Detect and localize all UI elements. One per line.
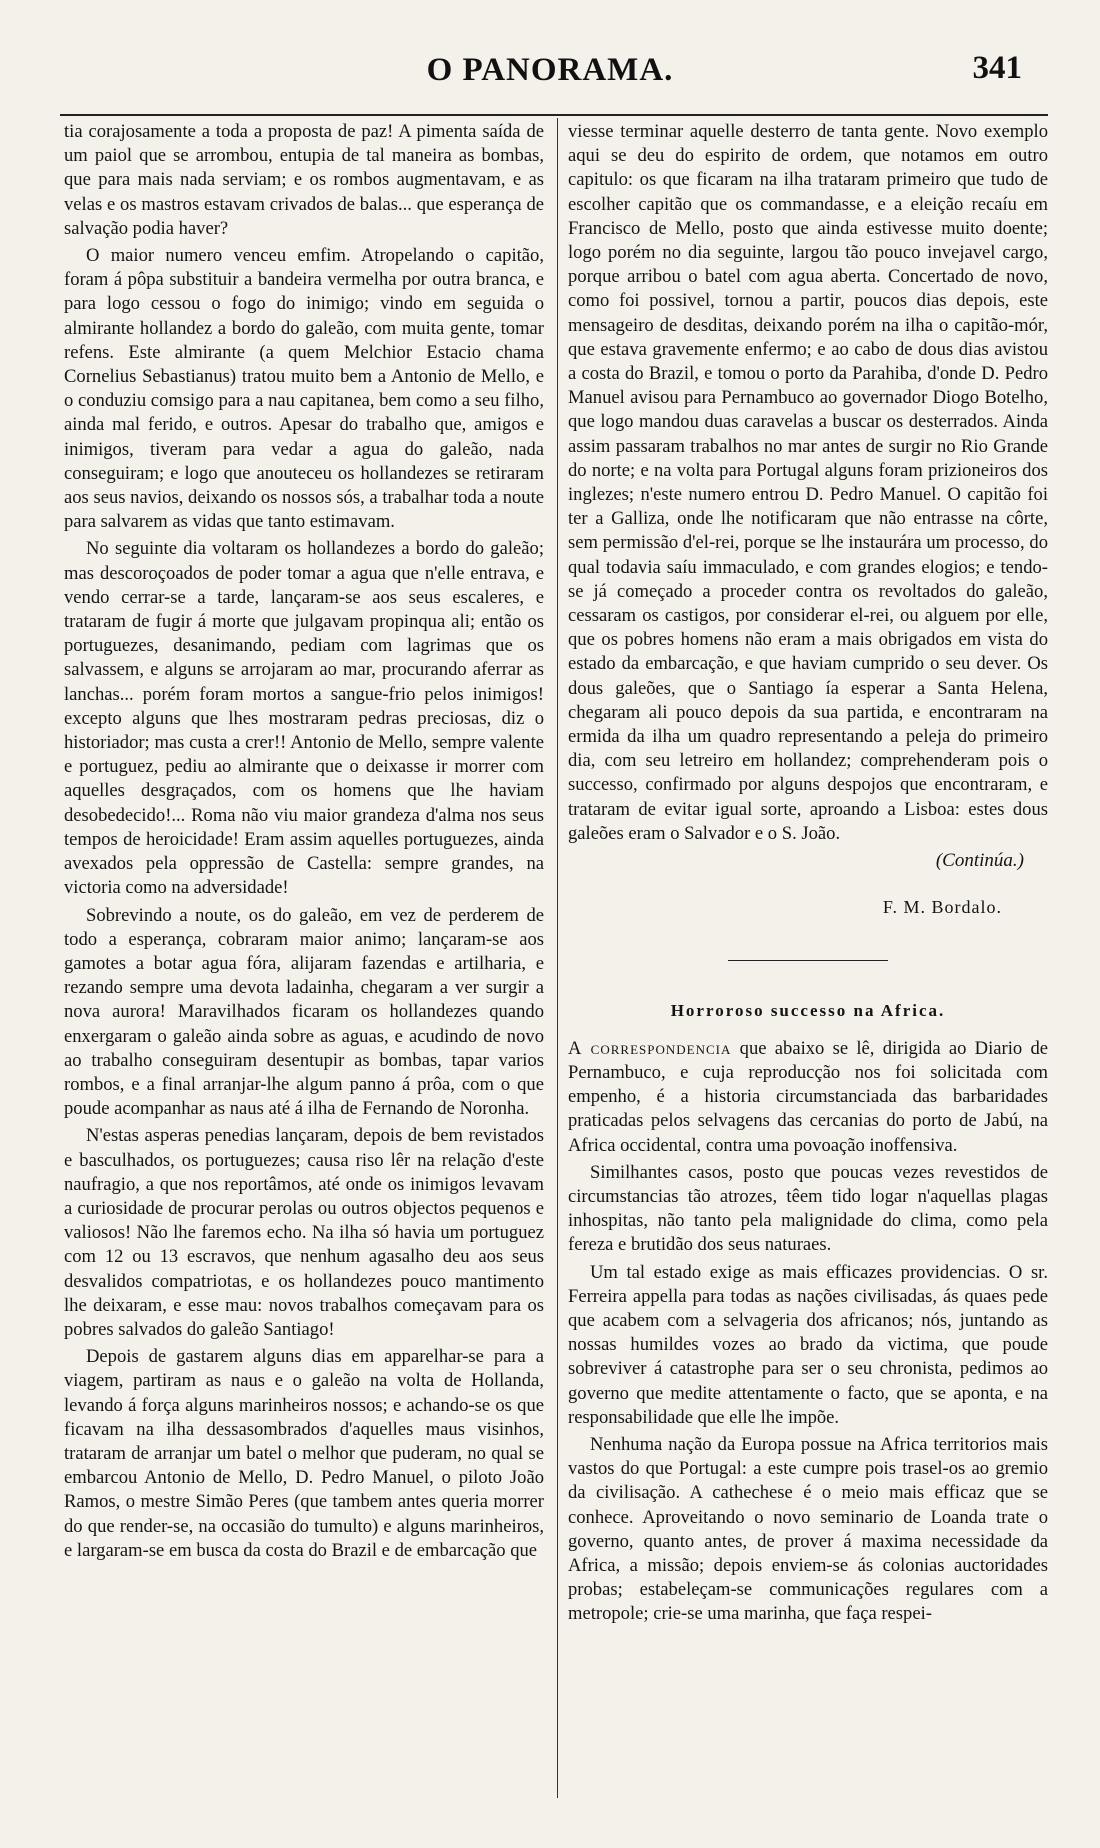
paragraph — [568, 1037, 1048, 1158]
section-divider — [728, 960, 888, 961]
author-signature: F. M. Bordalo. — [882, 897, 1002, 918]
section-title: Horroroso successo na Africa. — [670, 1000, 946, 1020]
left-column — [64, 120, 544, 1566]
header-rule — [60, 114, 1048, 116]
column-divider — [557, 118, 558, 1798]
paragraph: Depois de gastarem alguns dias em apparelhar-se para a viagem, partiram as naus e o galeão na volta de Hollanda, levando á força alguns marinheiros nossos; e achando-se os que ficavam na ilha dessasombrados d'aquelles maus visinhos, trataram de arranjar um batel o melhor que puderam, no qual se embarcou Antonio de Mello, D. Pedro Manuel, o piloto João Ramos, o mestre Simão Peres (que tambem antes queria morrer do que render-se, na occasião do tumulto) e alguns marinheiros, e largaram-se em busca da costa do Brazil e de embarcação que — [64, 1346, 544, 1561]
journal-title: O PANORAMA. — [426, 52, 674, 88]
right-column — [568, 120, 1048, 1630]
paragraph: Similhantes casos, posto que poucas vezes revestidos de circumstancias tão atrozes, têem tido logar n'aquellas plagas inhospitas, não tanto pela malignidade do clima, como pela fereza e brutidão dos seus naturaes. — [568, 1161, 1048, 1256]
lead-paragraph-text: que abaixo se lê, dirigida ao Diario de Pernambuco, e cuja reproducção nos foi solicitada com empenho, é a historia circumstanciada das barbaridades praticadas pelos selvagens das cercanias do porto de Jabú, na Africa occidental, contra uma povoação inoffensiva. — [568, 1037, 1049, 1156]
paragraph: O maior numero venceu emfim. Atropelando o capitão, foram á pôpa substituir a bandeira vermelha por outra branca, e para logo cessou o fogo do inimigo; vindo em seguida o almirante hollandez a bordo do galeão, com muita gente, tomar refens. Este almirante (a quem Melchior Estacio chama Cornelius Sebastianus) tratou muito bem a Antonio de Mello, e o conduziu comsigo para a nau capitanea, bem como a seu filho, ainda mal ferido, e outros. Apesar do trabalho que, amigos e inimigos, tiveram para vedar a agua do galeão, nada conseguiram; e logo que anouteceu os hollandezes se retiraram aos seus navios, deixando os nossos sós, a trabalhar toda a noute para salvarem as vidas que tanto estimavam. — [64, 245, 544, 533]
paragraph: No seguinte dia voltaram os hollandezes a bordo do galeão; mas descoroçoados de poder tomar a agua que n'elle entrava, e vendo cerrar-se a tarde, lançaram-se aos seus escaleres, e trataram de fugir á morte que julgavam propinqua ali; então os portuguezes, desanimando, pediam com lagrimas que os salvassem, e alguns se arrojaram ao mar, procurando aferrar as lanchas... porém foram mortos a sangue-frio pelos inimigos! excepto alguns que lhes mostraram pedras preciosas, diz o historiador; mas custa a crer!! Antonio de Mello, sempre valente e portuguez, pediu ao almirante que o deixasse ir morrer com aquelles desgraçados, com os homens que lhe haviam desobedecido!... Roma não viu maior grandeza d'alma nos seus tempos de heroicidade! Eram assim aquelles portuguezes, ainda avexados pela oppressão de Castella: sempre grandes, na victoria como na adversidade! — [64, 538, 544, 899]
paragraph: Um tal estado exige as mais efficazes providencias. O sr. Ferreira appella para todas as nações civilisadas, ás quaes pede que acabem com a selvageria dos africanos; nós, juntando as nossas humildes vozes ao brado da victima, que poude sobreviver á catastrophe para ser o seu chronista, pedimos ao governo que medite attentamente o facto, que se aponta, e na responsabilidade que elle lhe impõe. — [568, 1261, 1048, 1428]
paragraph: tia corajosamente a toda a proposta de paz! A pimenta saída de um paiol que se arrombou, entupia de tal maneira as bombas, que para mais nada serviam; e os rombos augmentavam, e as velas e os mastros estavam crivados de balas... que esperança de salvação podia haver? — [64, 121, 544, 239]
paragraph: viesse terminar aquelle desterro de tanta gente. Novo exemplo aqui se deu do espirito de ordem, que notamos em outro capitulo: os que ficaram na ilha trataram primeiro que tudo de escolher capitão que os commandasse, e a eleição recaíu em Francisco de Mello, posto que ainda estivesse muito doente; logo porém no dia seguinte, largou tão pouco invejavel cargo, porque arribou o batel com agua aberta. Concertado de novo, como foi possivel, tornou a partir, poucos dias depois, este mensageiro de desditas, deixando porém na ilha o capitão-mór, que estava gravemente enfermo; e ao cabo de dous dias avistou a costa do Brazil, e tomou o porto da Parahiba, d'onde D. Pedro Manuel avisou para Pernambuco ao governador Diogo Botelho, que logo mandou duas caravelas a buscar os desterrados. Ainda assim passaram trabalhos no mar antes de surgir no Rio Grande do norte; e na volta para Portugal alguns foram prizioneiros dos inglezes; n'este numero entrou D. Pedro Manuel. O capitão foi ter a Galliza, onde lhe notificaram que não entrasse na côrte, sem permissão d'el-rei, porque se lhe instaurára um processo, do qual todavia saíu immaculado, e com grandes elogios; e tendo-se já começado a proceder contra os revoltados do galeão, cessaram os castigos, por considerar el-rei, ou alguem por elle, que os pobres homens não eram a mais obrigados em vista do estado da embarcação, e que haviam cumprido o seu dever. Os dous galeões, que o Santiago ía esperar a Santa Helena, chegaram ali pouco depois da sua partida, e encontraram na ermida da ilha um quadro representando a peleja do primeiro dia, com seu letreiro em hollandez; comprehenderam pois o successo, confirmado por alguns despojos que encontraram, e trataram de evitar igual sorte, aproando a Lisboa: estes dous galeões eram o Salvador e o S. João. — [568, 121, 1048, 844]
continua-note: (Continúa.) — [935, 850, 1024, 872]
paragraph: Sobrevindo a noute, os do galeão, em vez de perderem de todo a esperança, cobraram maior animo; lançaram-se aos gamotes a botar agua fóra, alijaram fazendas e artilharia, e rezando sempre uma devota ladainha, chegaram a ver surgir a nova aurora! Maravilhados ficaram os hollandezes quando enxergaram o galeão ainda sobre as aguas, e acudindo de novo ao trabalho conseguiram desentupir as bombas, tapar varios rombos, e a final arranjar-lhe algum panno á prôa, com o que poude acompanhar as naus até á ilha de Fernando de Noronha. — [64, 904, 544, 1120]
page-header — [0, 50, 1100, 94]
lead-in: A correspondencia — [568, 1037, 732, 1059]
paragraph: Nenhuma nação da Europa possue na Africa territorios mais vastos do que Portugal: a este cumpre pois trasel-os ao gremio da civilisação. A cathechese é o meio mais efficaz que se conhece. Aproveitando o novo seminario de Loanda trate o governo, quanto antes, de prover á maxima necessidade da Africa, a missão; depois enviem-se ás colonias auctoridades probas; estabeleçam-se communicações regulares com a metropole; crie-se uma marinha, que faça respei- — [568, 1433, 1048, 1625]
page-number: 341 — [972, 50, 1022, 86]
paragraph: N'estas asperas penedias lançaram, depois de bem revistados e basculhados, os portuguezes; causa riso lêr na relação d'este naufragio, a que nos reportâmos, até onde os inimigos levavam a curiosidade de procurar perolas ou outros objectos pequenos e valiosos! Não lhe faremos echo. Na ilha só havia um portuguez com 12 ou 13 escravos, que nenhum agasalho deu aos seus desvalidos compatriotas, e os hollandezes pouco mantimento lhe deixaram, e esse mau: novos trabalhos começavam para os pobres salvados do galeão Santiago! — [64, 1125, 544, 1340]
